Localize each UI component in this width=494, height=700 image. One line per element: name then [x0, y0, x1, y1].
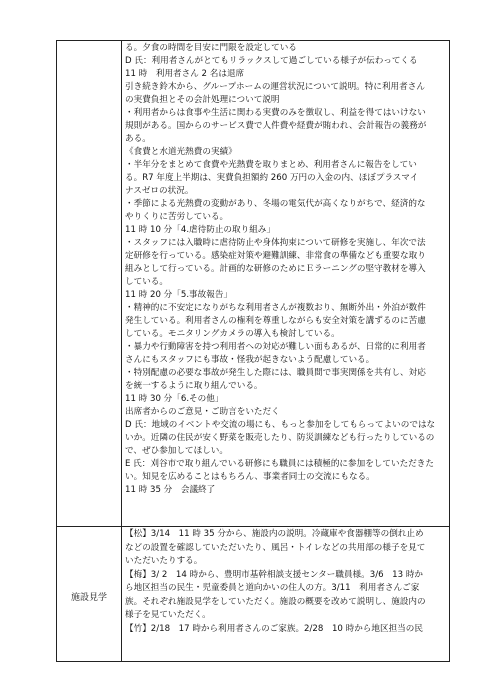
text-line: ・半年分をまとめて食費や光熱費を取りまとめ、利用者さんに報告をしてい	[125, 160, 417, 170]
text-line: 様子を見ていただく。	[125, 610, 211, 620]
text-line: 11 時 20 分「5.事故報告」	[125, 290, 233, 300]
text-line: る。R7 年度上半期は、実費負担額約 260 万円の入金の内、ほぼプラスマイ	[125, 173, 419, 183]
text-line: さんにもスタッフにも事故・怪我が起きないよう配慮している。	[125, 355, 375, 365]
minutes-content-cell	[122, 41, 450, 527]
text-line: D 氏：利用者さんがとてもリラックスして過ごしている様子が伝わってくる	[125, 56, 418, 66]
text-line: る。夕食の時間を目安に門限を設定している	[125, 43, 297, 53]
text-line: 族。それぞれ施設見学をしていただく。施設の概要を改めて説明し、施設内の	[125, 596, 426, 607]
text-line: ・利用者からは食事や生活に関わる実費のみを徴収し、利益を得てはいけない	[125, 108, 426, 118]
visit-label: 施設見学	[70, 592, 107, 603]
text-line: 11 時 利用者さん 2 名は退席	[125, 69, 245, 79]
text-line: 定研修を行っている。感染症対策や避難訓練、非常食の準備なども重要な取り	[125, 251, 426, 261]
text-line: い。知見を広めることはもちろん、事業者同士の交流にもなる。	[125, 472, 375, 482]
minutes-content	[122, 41, 449, 526]
visit-label-cell	[57, 527, 122, 662]
text-line: で、ぜひ参加してほしい。	[125, 446, 228, 456]
visit-content	[122, 527, 449, 661]
text-line: 11 時 10 分「4.虐待防止の取り組み」	[125, 225, 275, 235]
text-line: ・精神的に不安定になりがちな利用者さんが複数おり、無断外出・外泊が数件	[125, 303, 426, 313]
text-line: の実費負担とその会計処理について説明	[125, 95, 280, 105]
minutes-table	[56, 40, 450, 662]
text-line: 規則がある。国からのサービス費で人件費や経費が賄われ、会計報告の義務が	[125, 121, 427, 131]
text-line: E 氏：刈谷市で取り組んでいる研修にも職員には積極的に参加をしていただきた	[125, 459, 434, 469]
text-line: している。モニタリングカメラの導入も検討している。	[125, 329, 340, 339]
text-line: 引き続き鈴木から、グループホームの運営状況について説明。特に利用者さん	[125, 82, 425, 92]
text-line: 発生している。利用者さんの権利を尊重しながらも安全対策を講ずるのに苦慮	[125, 316, 426, 326]
text-line: ら地区担当の民生・児童委員と道向かいの住人の方。3/11 利用者さんご家	[125, 583, 420, 593]
visit-content-cell	[122, 527, 450, 662]
text-line: 【竹】2/18 17 時から利用者さんのご家族。2/28 10 時から地区担当の民	[125, 623, 423, 634]
text-line: ・暴力や行動障害を持つ利用者への対応が難しい面もあるが、日常的に利用者	[125, 342, 426, 352]
text-line: ナスゼロの状況。	[125, 186, 194, 196]
text-line: ・スタッフには入職時に虐待防止や身体拘束について研修を実施し、年次で法	[125, 238, 426, 248]
text-line: している。	[125, 277, 168, 287]
text-line: いか。近隣の住民が安く野菜を販売したり、防災訓練なども行ったりしているの	[125, 433, 435, 443]
minutes-row	[57, 41, 450, 527]
text-line: 組みとして行っている。計画的な研修のためにＥラーニングの堅守教材を導入	[125, 264, 426, 274]
text-line: 出席者からのご意見・ご助言をいただく	[125, 407, 280, 417]
text-line: ・特別配慮の必要な事故が発生した際には、職員間で事実関係を共有し、対応	[125, 368, 426, 378]
text-line: 11 時 30 分「6.その他」	[125, 394, 224, 404]
text-line: 《食費と水道光熱費の実績》	[125, 147, 237, 157]
visit-row	[57, 527, 450, 662]
text-line: ある。	[125, 134, 151, 144]
text-line: 11 時 35 分 会議終了	[125, 485, 216, 495]
text-line: を統一するように取り組んでいる。	[125, 381, 263, 391]
text-line: などの設置を確認していただいたり、風呂・トイレなどの共用部の様子を見て	[125, 542, 426, 553]
text-line: いただいたりする。	[125, 556, 203, 566]
text-line: 【梅】3/ 2 14 時から、豊明市基幹相談支援センター職員様。3/6 13 時か	[125, 569, 424, 580]
minutes-label-cell	[57, 41, 122, 527]
text-line: D 氏：地域のイベントや交流の場にも、もっと参加をしてもらってよいのではな	[125, 420, 436, 430]
text-line: 【松】3/14 11 時 35 分から、施設内の説明。冷蔵庫や食器棚等の倒れ止め	[125, 529, 424, 539]
text-line: ・季節による光熱費の変動があり、冬場の電気代が高くなりがちで、経済的な	[125, 199, 426, 209]
text-line: やりくりに苦労している。	[125, 212, 229, 222]
